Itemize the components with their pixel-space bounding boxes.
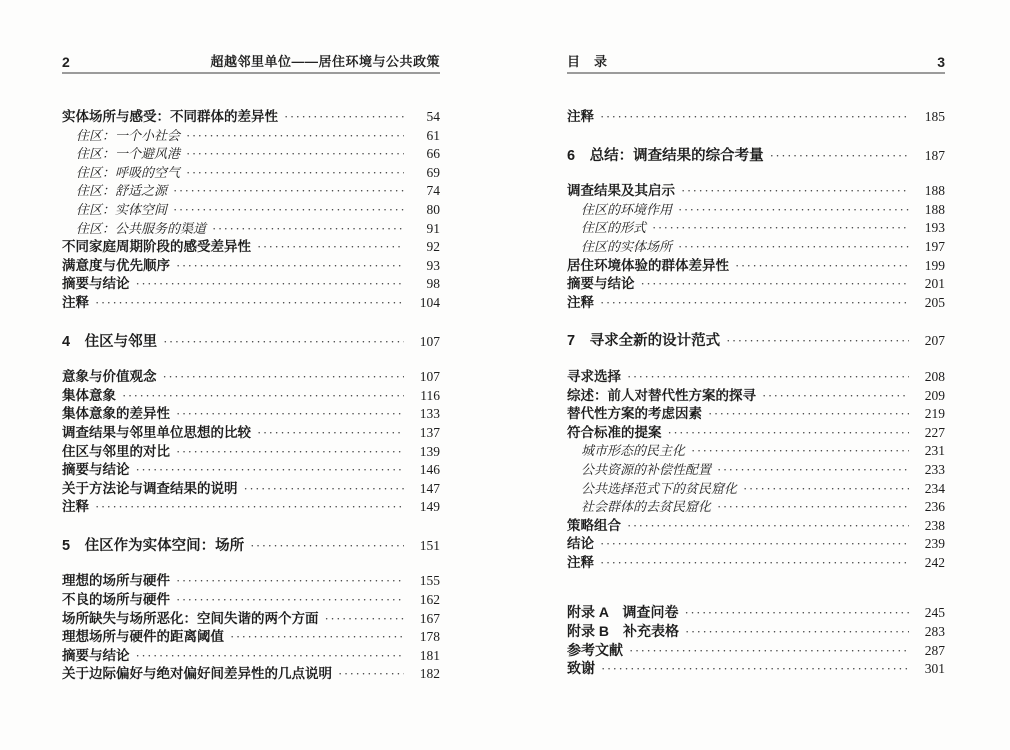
toc-entry-title: 住区的环境作用: [581, 201, 673, 217]
toc-entry-title: 附录 B 补充表格: [567, 623, 679, 640]
toc-entry-title: 调查结果及其启示: [567, 183, 675, 199]
dot-leader: [601, 660, 909, 679]
toc-entry-title: 住区：实体空间: [76, 201, 168, 217]
toc-entry: [62, 480, 440, 499]
toc-entry: [62, 368, 440, 387]
toc-entry-title: 6 总结：调查结果的综合考量: [567, 147, 764, 164]
toc-entry-title: 寻求选择: [567, 368, 621, 384]
toc-entry-title: 注释: [567, 554, 594, 570]
toc-entry-page: 209: [924, 387, 945, 403]
toc-entry: [62, 220, 440, 239]
dot-leader: [325, 610, 405, 629]
toc-entry-title: 住区：公共服务的渠道: [76, 220, 207, 236]
toc-entry-page: 287: [924, 642, 945, 658]
toc-entry: [567, 622, 945, 641]
toc-entry: [62, 182, 440, 201]
toc-entry: [567, 659, 945, 678]
toc-entry: [62, 405, 440, 424]
toc-entry-title: 住区：一个避风港: [76, 146, 181, 162]
toc-entry-page: 238: [924, 517, 945, 533]
dot-leader: [678, 201, 909, 220]
dot-leader: [186, 127, 404, 146]
dot-leader: [735, 257, 909, 276]
toc-entry: [62, 145, 440, 164]
toc-entry: [567, 182, 945, 201]
toc-entry: [62, 387, 440, 406]
toc-entry: [62, 647, 440, 666]
dot-leader: [176, 405, 404, 424]
toc-entry-page: 104: [419, 294, 440, 310]
toc-entry-title: 摘要与结论: [62, 462, 130, 478]
toc-entry-title: 意象与价值观念: [62, 369, 157, 385]
toc-entry-page: 193: [924, 220, 945, 236]
dot-leader: [668, 424, 910, 443]
toc-entry-page: 167: [419, 610, 440, 626]
right-page-number: 3: [937, 54, 945, 70]
toc-entry-page: 236: [924, 499, 945, 515]
toc-entry-title: 策略组合: [567, 517, 621, 533]
dot-leader: [600, 535, 909, 554]
toc-entry-title: 调查结果与邻里单位思想的比较: [62, 424, 251, 440]
dot-leader: [652, 219, 909, 238]
toc-entry-title: 住区的实体场所: [581, 238, 673, 254]
toc-entry: [62, 572, 440, 591]
toc-entry-title: 理想场所与硬件的距离阈值: [62, 629, 224, 645]
toc-entry: [62, 164, 440, 183]
toc-entry: [567, 424, 945, 443]
dot-leader: [257, 424, 404, 443]
toc-entry-page: 197: [924, 238, 945, 254]
toc-entry-page: 139: [419, 443, 440, 459]
dot-leader: [627, 517, 909, 536]
toc-entry: [62, 201, 440, 220]
toc-entry-page: 146: [419, 462, 440, 478]
toc-entry: [567, 480, 945, 499]
toc-entry: [567, 461, 945, 480]
toc-entry: [62, 628, 440, 647]
toc-entry-title: 理想的场所与硬件: [62, 573, 170, 589]
toc-entry: [567, 442, 945, 461]
toc-entry-title: 集体意象的差异性: [62, 406, 170, 422]
toc-entry-title: 替代性方案的考虑因素: [567, 406, 702, 422]
toc-entry-title: 注释: [62, 294, 89, 310]
dot-leader: [678, 238, 909, 257]
toc-entry-title: 综述：前人对替代性方案的探寻: [567, 387, 756, 403]
toc-entry: [567, 219, 945, 238]
toc-entry-page: 66: [426, 146, 440, 162]
toc-entry-page: 242: [924, 554, 945, 570]
toc-entry-page: 61: [426, 127, 440, 143]
dot-leader: [708, 405, 909, 424]
toc-entry-title: 满意度与优先顺序: [62, 257, 170, 273]
toc-entry-page: 107: [419, 333, 440, 349]
toc-entry-page: 219: [924, 406, 945, 422]
toc-entry-page: 239: [924, 536, 945, 552]
toc-entry: [62, 333, 440, 352]
right-page-header: [567, 54, 945, 74]
toc-entry-title: 住区的形式: [581, 220, 647, 236]
toc-entry-page: 54: [426, 109, 440, 124]
toc-entry-page: 151: [419, 537, 440, 553]
toc-entry: [567, 498, 945, 517]
right-page: [567, 54, 945, 678]
toc-entry-page: 187: [924, 147, 945, 163]
toc-entry-title: 不良的场所与硬件: [62, 592, 170, 608]
dot-leader: [250, 537, 404, 556]
toc-entry-title: 7 寻求全新的设计范式: [567, 333, 721, 350]
toc-entry: [567, 257, 945, 276]
toc-entry-page: 181: [419, 647, 440, 663]
dot-leader: [743, 480, 909, 499]
toc-entry: [567, 405, 945, 424]
toc-entry-page: 234: [924, 480, 945, 496]
toc-entry: [567, 517, 945, 536]
dot-leader: [338, 665, 404, 684]
dot-leader: [122, 387, 404, 406]
dot-leader: [284, 108, 404, 127]
toc-entry-title: 住区与邻里的对比: [62, 443, 170, 459]
dot-leader: [173, 182, 404, 201]
toc-entry: [567, 294, 945, 313]
dot-leader: [230, 628, 404, 647]
toc-entry: [62, 424, 440, 443]
toc-entry-page: 283: [924, 624, 945, 640]
dot-leader: [176, 591, 404, 610]
dot-leader: [717, 498, 909, 517]
right-running-title: 目 录: [567, 54, 608, 69]
toc-entry: [62, 498, 440, 517]
toc-entry-title: 不同家庭周期阶段的感受差异性: [62, 239, 251, 255]
right-toc-list: [567, 108, 945, 678]
toc-entry: [567, 603, 945, 622]
toc-entry: [62, 294, 440, 313]
toc-entry-title: 场所缺失与场所恶化：空间失谐的两个方面: [62, 610, 319, 626]
dot-leader: [629, 642, 909, 661]
toc-entry: [567, 554, 945, 573]
toc-entry: [62, 461, 440, 480]
toc-entry-page: 231: [924, 443, 945, 459]
dot-leader: [95, 294, 404, 313]
toc-entry-title: 住区：舒适之源: [76, 183, 168, 199]
dot-leader: [212, 220, 404, 239]
left-page-number: 2: [62, 54, 70, 70]
toc-entry: [567, 201, 945, 220]
toc-entry-page: 155: [419, 573, 440, 589]
toc-entry: [567, 641, 945, 660]
toc-entry-page: 233: [924, 461, 945, 477]
left-running-title: 超越邻里单位——居住环境与公共政策: [210, 54, 440, 69]
dot-leader: [186, 164, 404, 183]
toc-entry-page: 188: [924, 201, 945, 217]
toc-entry-page: 98: [426, 276, 440, 292]
toc-entry-page: 91: [426, 220, 440, 236]
toc-entry-page: 182: [419, 666, 440, 682]
dot-leader: [726, 332, 909, 351]
dot-leader: [244, 480, 405, 499]
dot-leader: [684, 604, 909, 623]
dot-leader: [770, 147, 909, 166]
toc-entry: [62, 127, 440, 146]
toc-entry-title: 5 住区作为实体空间：场所: [62, 537, 245, 554]
toc-entry-title: 注释: [567, 109, 594, 124]
toc-entry-page: 201: [924, 276, 945, 292]
toc-entry-title: 摘要与结论: [567, 276, 635, 292]
toc-entry: [567, 387, 945, 406]
toc-entry-title: 摘要与结论: [62, 276, 130, 292]
dot-leader: [173, 201, 404, 220]
toc-entry-page: 245: [924, 605, 945, 621]
toc-entry: [62, 610, 440, 629]
dot-leader: [176, 572, 404, 591]
toc-entry-page: 162: [419, 592, 440, 608]
toc-entry-title: 摘要与结论: [62, 647, 130, 663]
dot-leader: [186, 145, 404, 164]
dot-leader: [600, 108, 909, 127]
dot-leader: [641, 275, 910, 294]
dot-leader: [136, 647, 405, 666]
toc-entry-page: 208: [924, 368, 945, 384]
toc-entry-title: 附录 A 调查问卷: [567, 604, 679, 621]
toc-entry-page: 74: [426, 183, 440, 199]
dot-leader: [691, 442, 909, 461]
toc-entry-page: 92: [426, 239, 440, 255]
dot-leader: [136, 461, 405, 480]
toc-entry: [567, 332, 945, 351]
toc-entry-title: 参考文献: [567, 641, 623, 658]
dot-leader: [163, 368, 405, 387]
toc-entry-page: 93: [426, 257, 440, 273]
toc-entry: [62, 275, 440, 294]
toc-entry-title: 集体意象: [62, 387, 116, 403]
toc-entry-page: 116: [420, 387, 440, 403]
toc-entry: [62, 665, 440, 684]
toc-entry-title: 致谢: [567, 660, 595, 677]
dot-leader: [176, 257, 404, 276]
toc-entry-title: 住区：一个小社会: [76, 127, 181, 143]
left-page: [62, 54, 440, 684]
toc-entry: [567, 108, 945, 127]
dot-leader: [176, 443, 404, 462]
toc-entry-page: 147: [419, 480, 440, 496]
toc-entry: [62, 108, 440, 127]
toc-entry-page: 149: [419, 499, 440, 515]
dot-leader: [163, 333, 404, 352]
toc-entry: [567, 275, 945, 294]
toc-entry: [567, 535, 945, 554]
left-toc-list: [62, 108, 440, 684]
toc-entry-title: 注释: [62, 499, 89, 515]
dot-leader: [136, 275, 405, 294]
toc-entry-page: 69: [426, 164, 440, 180]
toc-entry: [62, 257, 440, 276]
toc-entry-title: 社会群体的去贫民窟化: [581, 499, 712, 515]
toc-entry-title: 关于方法论与调查结果的说明: [62, 480, 238, 496]
toc-entry-page: 188: [924, 183, 945, 199]
toc-entry: [62, 443, 440, 462]
toc-entry: [567, 368, 945, 387]
toc-entry-title: 公共选择范式下的贫民窟化: [581, 480, 738, 496]
dot-leader: [762, 387, 909, 406]
dot-leader: [681, 182, 909, 201]
toc-entry-title: 城市形态的民主化: [581, 443, 686, 459]
dot-leader: [627, 368, 909, 387]
toc-entry-page: 137: [419, 424, 440, 440]
dot-leader: [685, 623, 909, 642]
toc-entry: [62, 238, 440, 257]
dot-leader: [600, 554, 909, 573]
toc-entry-title: 公共资源的补偿性配置: [581, 461, 712, 477]
toc-entry-page: 207: [924, 333, 945, 349]
dot-leader: [600, 294, 909, 313]
dot-leader: [257, 238, 404, 257]
toc-entry-title: 结论: [567, 536, 594, 552]
toc-entry: [62, 591, 440, 610]
toc-entry-page: 185: [924, 109, 945, 124]
toc-entry: [567, 147, 945, 166]
toc-entry-title: 4 住区与邻里: [62, 333, 158, 350]
toc-entry-page: 178: [419, 629, 440, 645]
dot-leader: [717, 461, 909, 480]
toc-entry-page: 107: [419, 369, 440, 385]
toc-entry-page: 133: [419, 406, 440, 422]
toc-entry-page: 199: [924, 257, 945, 273]
toc-entry: [567, 238, 945, 257]
toc-entry-title: 关于边际偏好与绝对偏好间差异性的几点说明: [62, 666, 332, 682]
toc-entry-title: 符合标准的提案: [567, 424, 662, 440]
toc-entry-page: 80: [426, 201, 440, 217]
toc-entry-title: 居住环境体验的群体差异性: [567, 257, 729, 273]
toc-entry-title: 实体场所与感受：不同群体的差异性: [62, 109, 278, 124]
toc-entry-page: 301: [924, 661, 945, 677]
dot-leader: [95, 498, 404, 517]
left-page-header: [62, 54, 440, 74]
toc-entry-title: 注释: [567, 294, 594, 310]
toc-entry: [62, 537, 440, 556]
toc-entry-page: 205: [924, 294, 945, 310]
toc-entry-title: 住区：呼吸的空气: [76, 164, 181, 180]
toc-entry-page: 227: [924, 424, 945, 440]
